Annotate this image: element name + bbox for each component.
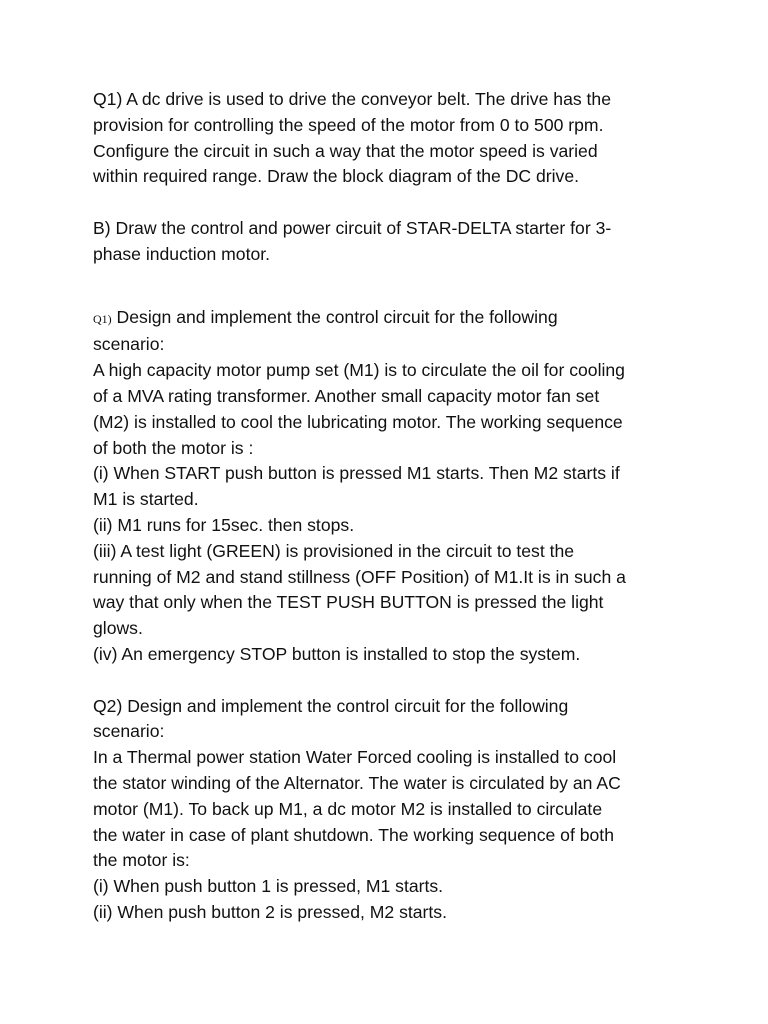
text-line: provision for controlling the speed of the motor from 0 to 500 rpm. [93, 114, 604, 135]
text-line: (i) When push button 1 is pressed, M1 starts. [93, 876, 444, 897]
text-line: (iii) A test light (GREEN) is provisioned in the circuit to test the [93, 540, 575, 561]
question-dc-drive [93, 87, 733, 190]
text-line: phase induction motor. [93, 243, 271, 264]
text-line: M1 is started. [93, 489, 199, 510]
text-line: glows. [93, 618, 143, 639]
text-line: within required range. Draw the block diagram of the DC drive. [93, 166, 580, 187]
paragraph-gap [93, 268, 733, 305]
text-line: (iv) An emergency STOP button is installed to stop the system. [93, 643, 581, 664]
paragraph-gap [93, 190, 733, 216]
text-line: scenario: [93, 721, 165, 742]
text-line: B) Draw the control and power circuit of STAR-DELTA starter for 3- [93, 217, 612, 238]
text-line: Q1) A dc drive is used to drive the conveyor belt. The drive has the [93, 89, 611, 109]
text-line: the stator winding of the Alternator. The water is circulated by an AC [93, 772, 621, 793]
text-line: running of M2 and stand stillness (OFF Position) of M1.It is in such a [93, 566, 626, 587]
text-line: In a Thermal power station Water Forced cooling is installed to cool [93, 747, 617, 768]
text-line: Configure the circuit in such a way that the motor speed is varied [93, 140, 598, 161]
text-line: motor (M1). To back up M1, a dc motor M2 is installed to circulate [93, 798, 603, 819]
text-line: (i) When START push button is pressed M1 starts. Then M2 starts if [93, 463, 620, 484]
document-body [93, 87, 733, 926]
text-line: (M2) is installed to cool the lubricating motor. The working sequence [93, 411, 623, 432]
text-line: way that only when the TEST PUSH BUTTON is pressed the light [93, 592, 604, 613]
question-number: Q1) [93, 311, 112, 326]
text-line: A high capacity motor pump set (M1) is to circulate the oil for cooling [93, 360, 625, 381]
text-line: of a MVA rating transformer. Another small capacity motor fan set [93, 385, 600, 406]
question-intro: Design and implement the control circuit for the following [111, 306, 558, 327]
question-star-delta [93, 216, 733, 268]
question-thermal-station [93, 694, 733, 926]
question-pump-fan [93, 305, 733, 668]
text-line: (ii) When push button 2 is pressed, M2 starts. [93, 901, 447, 922]
paragraph-gap [93, 668, 733, 694]
text-line: the water in case of plant shutdown. The working sequence of both [93, 824, 614, 845]
text-line: the motor is: [93, 850, 190, 871]
text-line [93, 305, 733, 333]
text-line: (ii) M1 runs for 15sec. then stops. [93, 514, 355, 535]
text-line: of both the motor is : [93, 437, 254, 458]
text-line: Q2) Design and implement the control circuit for the following [93, 695, 569, 716]
text-line: scenario: [93, 334, 165, 355]
